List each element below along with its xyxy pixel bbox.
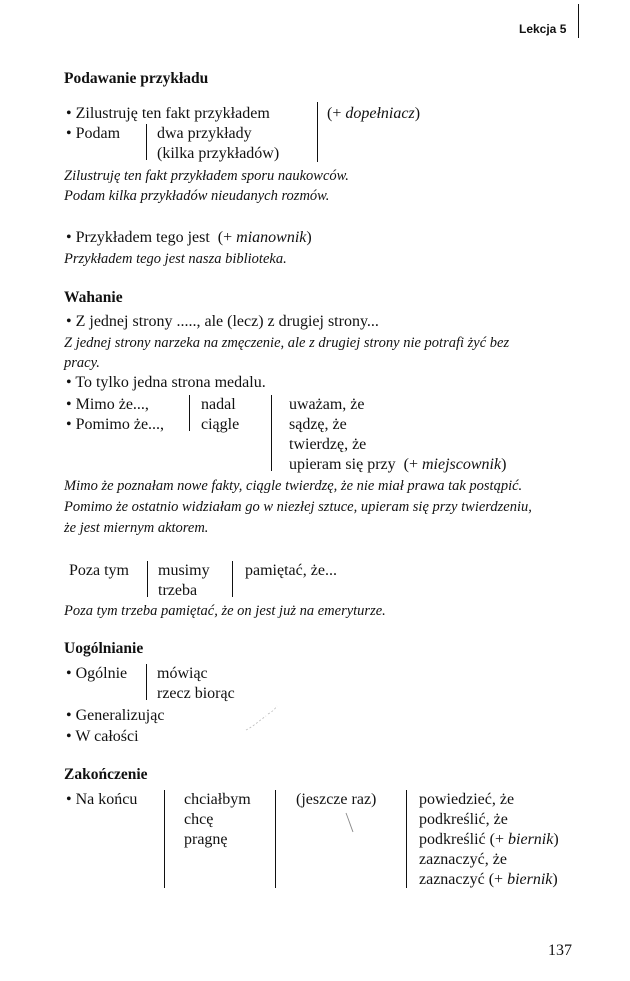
column-divider	[271, 395, 272, 471]
example-sentence: Z jednej strony narzeka na zmęczenie, ale z drugiej strony nie potrafi żyć bez	[64, 335, 510, 351]
example-sentence: Pomimo że ostatnio widziałam go w niezłej sztuce, upieram się przy twierdzeniu,	[64, 499, 532, 515]
option-emphasize: podkreślić (+ biernik)	[419, 831, 559, 848]
phrase-generalizing: • Generalizując	[66, 707, 165, 724]
option-insist: upieram się przy (+ miejscownik)	[289, 456, 507, 473]
column-divider	[406, 790, 407, 888]
column-divider	[275, 790, 276, 888]
column-divider	[164, 790, 165, 888]
example-sentence: Podam kilka przykładów nieudanych rozmów.	[64, 188, 330, 204]
section-heading-hesitation: Wahanie	[64, 289, 123, 306]
example-sentence: pracy.	[64, 355, 100, 371]
option-emphasize-that: podkreślić, że	[419, 811, 508, 828]
example-sentence: Zilustruję ten fakt przykładem sporu naukowców.	[64, 168, 349, 184]
section-heading-generalizing: Uogólnianie	[64, 640, 144, 657]
option-two-examples: dwa przykłady	[157, 125, 252, 142]
page-number: 137	[548, 942, 572, 959]
phrase-illustrate: • Zilustruję ten fakt przykładem	[66, 105, 270, 122]
example-sentence: Mimo że poznałam nowe fakty, ciągle twierdzę, że nie miał prawa tak postąpić.	[64, 478, 523, 494]
option-few-examples: (kilka przykładów)	[157, 145, 280, 162]
option-wish: pragnę	[184, 831, 228, 848]
phrase-one-side-medal: • To tylko jedna strona medalu.	[66, 374, 266, 391]
pencil-mark	[244, 704, 280, 732]
case-note: (+ dopełniacz)	[327, 105, 421, 122]
option-would-like: chciałbym	[184, 791, 251, 808]
section-heading-conclusion: Zakończenie	[64, 766, 148, 783]
option-say: powiedzieć, że	[419, 791, 515, 808]
option-note: zaznaczyć (+ biernik)	[419, 871, 558, 888]
option-speaking: mówiąc	[157, 665, 208, 682]
phrase-despite: • Mimo że...,	[66, 396, 149, 413]
option-still: nadal	[201, 396, 236, 413]
phrase-example-is: • Przykładem tego jest (+ mianownik)	[66, 229, 312, 246]
option-constantly: ciągle	[201, 416, 240, 433]
option-once-again: (jeszcze raz)	[296, 791, 377, 808]
phrase-despite-alt: • Pomimo że...,	[66, 416, 165, 433]
option-want: chcę	[184, 811, 214, 828]
column-divider	[147, 561, 148, 597]
example-sentence: Przykładem tego jest nasza biblioteka.	[64, 251, 287, 267]
column-divider	[146, 664, 147, 700]
column-divider	[189, 395, 190, 431]
header-rule	[578, 4, 579, 38]
pencil-mark	[343, 812, 357, 834]
option-need: trzeba	[158, 582, 198, 599]
option-note-that: zaznaczyć, że	[419, 851, 507, 868]
example-sentence: Poza tym trzeba pamiętać, że on jest już na emeryturze.	[64, 603, 386, 619]
option-think: sądzę, że	[289, 416, 347, 433]
column-divider	[232, 561, 233, 597]
column-divider	[317, 102, 318, 162]
phrase-at-the-end: • Na końcu	[66, 791, 138, 808]
section-heading-examples: Podawanie przykładu	[64, 70, 209, 87]
option-must: musimy	[158, 562, 210, 579]
column-divider	[146, 124, 147, 160]
running-header: Lekcja 5	[519, 22, 567, 36]
phrase-give: • Podam	[66, 125, 121, 142]
option-consider: uważam, że	[289, 396, 365, 413]
phrase-besides: Poza tym	[69, 562, 129, 579]
phrase-remember: pamiętać, że...	[245, 562, 337, 579]
phrase-generally: • Ogólnie	[66, 665, 128, 682]
phrase-one-side: • Z jednej strony ....., ale (lecz) z drugiej strony...	[66, 313, 379, 330]
example-sentence: że jest miernym aktorem.	[64, 520, 209, 536]
option-taking: rzecz biorąc	[157, 685, 235, 702]
phrase-overall: • W całości	[66, 728, 139, 745]
option-claim: twierdzę, że	[289, 436, 367, 453]
